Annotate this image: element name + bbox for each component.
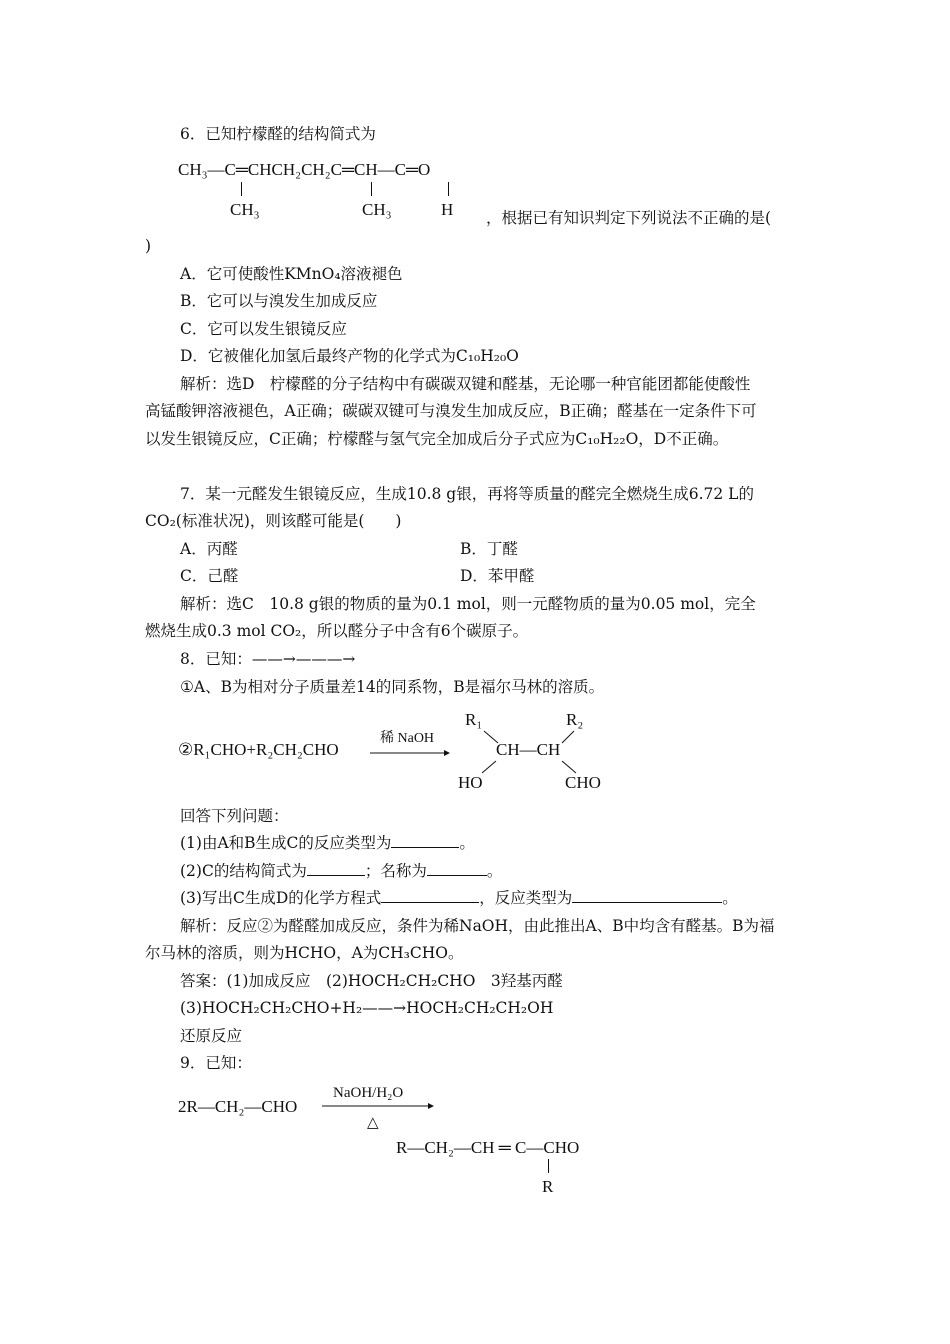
q8-q3-text-b: ，反应类型为 (479, 889, 573, 907)
q7-analysis-line-1: 解析：选C 10.8 g银的物质的量为0.1 mol，则一元醛物质的量为0.05 mol，完全 (180, 595, 756, 613)
q7-stem-line-2: CO₂(标准状况)，则该醛可能是( ) (145, 512, 402, 530)
q8-q2-end: 。 (486, 862, 503, 880)
q8-analysis-line-1: 解析：反应②为醛醛加成反应，条件为稀NaOH，由此推出A、B中均含有醛基。B为福 (180, 917, 775, 935)
q8-reaction-lhs: ②R₁CHO+R₂CH₂CHO (178, 740, 339, 759)
q6-analysis-line-3: 以发生银镜反应，C正确；柠檬醛与氢气完全加成后分子式应为C₁₀H₂₂O，D不正确。 (145, 430, 729, 448)
q8-q3-blank-2[interactable] (572, 888, 722, 903)
q8-q2-text-b: ；名称为 (364, 862, 427, 880)
q9-reaction-arrow (322, 1101, 434, 1111)
q7-option-a: A．丙醛 (180, 540, 238, 558)
q7-option-b: B．丁醛 (460, 540, 518, 558)
q8-q1-end: 。 (459, 834, 475, 852)
q6-analysis-line-2: 高锰酸钾溶液褪色，A正确；碳碳双键可与溴发生加成反应，B正确；醛基在一定条件下可 (145, 402, 757, 420)
q8-answer-line-1: 答案：(1)加成反应 (2)HOCH₂CH₂CHO 3羟基丙醛 (180, 972, 563, 990)
q8-product-r1: R₁ (465, 710, 483, 729)
q6-option-b: B．它可以与溴发生加成反应 (180, 292, 378, 310)
q8-q2-blank-1[interactable] (307, 861, 365, 876)
q9-reaction-lhs: 2R—CH₂—CHO (178, 1097, 298, 1116)
q8-analysis-line-2: 尔马林的溶质，则为HCHO，A为CH₃CHO。 (145, 944, 464, 962)
q8-q2-blank-2[interactable] (427, 861, 487, 876)
q8-answer-line-3: 还原反应 (180, 1027, 243, 1045)
q6-option-d: D．它被催化加氢后最终产物的化学式为C₁₀H₂₀O (180, 347, 519, 365)
q8-q2-text-a: (2)C的结构简式为 (180, 862, 307, 880)
q6-stem: 6．已知柠檬醛的结构简式为 (180, 125, 376, 143)
q6-option-c: C．它可以发生银镜反应 (180, 320, 347, 338)
q6-formula-sub3: H (441, 200, 454, 219)
q8-product-cho: CHO (565, 773, 601, 792)
q8-stem: 8．已知：——→———→ (180, 650, 356, 668)
q6-option-a: A．它可使酸性KMnO₄溶液褪色 (180, 265, 403, 283)
q6-formula-main: CH₃—C═CHCH₂CH₂C═CH—C═O (178, 160, 431, 179)
q8-question-3 (180, 888, 738, 908)
q6-stem-cont: ，根据已有知识判定下列说法不正确的是( (486, 209, 772, 227)
q8-prompt: 回答下列问题： (180, 807, 289, 825)
q8-q3-blank-1[interactable] (381, 888, 479, 903)
q8-answer-line-2: (3)HOCH₂CH₂CHO+H₂——→HOCH₂CH₂CH₂OH (180, 999, 554, 1017)
q9-stem: 9．已知： (180, 1054, 252, 1072)
q8-reaction-arrow (370, 748, 450, 758)
q9-product-bond (548, 1159, 549, 1173)
q8-arrow-condition: 稀 NaOH (380, 731, 435, 746)
q8-product-main: CH—CH (496, 740, 561, 759)
q8-q3-end: 。 (722, 889, 738, 907)
q6-bond-3 (448, 182, 449, 196)
q8-product-r2: R₂ (566, 710, 584, 729)
q9-arrow-top: NaOH/H₂O (333, 1085, 404, 1101)
q6-bond-2 (371, 182, 372, 196)
q8-q1-blank[interactable] (391, 833, 459, 848)
q7-option-c: C．己醛 (180, 567, 239, 585)
q8-condition-1: ①A、B为相对分子质量差14的同系物，B是福尔马林的溶质。 (180, 678, 605, 696)
q8-question-1 (180, 833, 475, 853)
q6-bond-1 (241, 182, 242, 196)
q6-formula-sub1: CH₃ (230, 200, 260, 219)
q8-question-2 (180, 861, 502, 881)
q9-product: R—CH₂—CH ═ C—CHO (396, 1138, 580, 1157)
q9-arrow-bottom: △ (367, 1115, 379, 1131)
q7-analysis-line-2: 燃烧生成0.3 mol CO₂，所以醛分子中含有6个碳原子。 (145, 622, 529, 640)
q6-paren-close: ) (145, 237, 152, 255)
q6-analysis-line-1: 解析：选D 柠檬醛的分子结构中有碳碳双键和醛基，无论哪一种官能团都能使酸性 (180, 375, 751, 393)
q7-stem-line-1: 7．某一元醛发生银镜反应，生成10.8 g银，再将等质量的醛完全燃烧生成6.72 L的 (180, 485, 754, 503)
q8-q3-text-a: (3)写出C生成D的化学方程式 (180, 889, 382, 907)
q8-q1-text: (1)由A和B生成C的反应类型为 (180, 834, 392, 852)
q8-product-ho: HO (458, 773, 483, 792)
q7-option-d: D．苯甲醛 (460, 567, 535, 585)
q9-product-sub: R (542, 1177, 554, 1196)
q6-formula-sub2: CH₃ (362, 200, 392, 219)
